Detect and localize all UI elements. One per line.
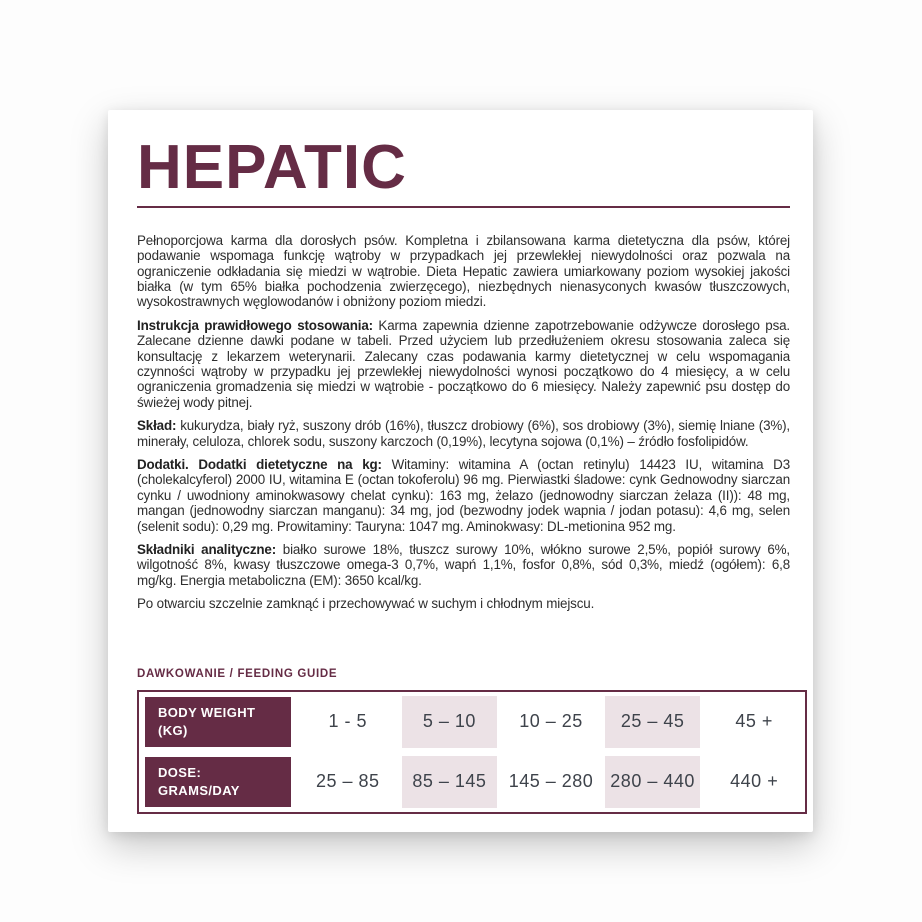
- dose-header-cell: [139, 752, 297, 812]
- paragraph-composition-text: kukurydza, biały ryż, suszony drób (16%), tłuszcz drobiowy (6%), sos drobiowy (3%), siemię lniane (3%), minerały, celuloza, chlorek sodu, suszony karczoch (0,19%), lecytyna sojowa (0,1%) – źródło fosfolipidów.: [137, 418, 790, 449]
- feeding-guide-heading: DAWKOWANIE / FEEDING GUIDE: [137, 667, 338, 680]
- weight-range-cell: [399, 692, 501, 752]
- weight-range-45-plus: 45 +: [735, 711, 773, 732]
- weight-range-5-10: 5 – 10: [402, 696, 498, 748]
- dose-range-cell: [602, 752, 704, 812]
- product-title: HEPATIC: [137, 133, 407, 202]
- dose-range-440-plus: 440 +: [730, 771, 779, 792]
- dose-header-block: [145, 757, 291, 807]
- weight-range-10-25: 10 – 25: [519, 711, 583, 732]
- paragraph-additives: [137, 457, 790, 534]
- body-weight-header-line1: BODY WEIGHT: [158, 705, 256, 721]
- dose-range-280-440: 280 – 440: [605, 756, 701, 808]
- product-description-block: [137, 233, 790, 612]
- paragraph-composition: [137, 418, 790, 449]
- paragraph-analytical-constituents: [137, 542, 790, 588]
- paragraph-additives-text: Witaminy: witamina A (octan retinylu) 14423 IU, witamina D3 (cholekalcyferol) 2000 IU, witamina E (octan tokoferolu) 96 mg. Pierwiastki śladowe: cynk Gednowodny siarczan cynku / uwodniony aminokwasowy chelat cynku): 163 mg, żelazo (jednowodny siarczan żelaza (II)): 48 mg, mangan (jednowodny siarczan manganu): 34 mg, jod (bezwodny jodek wapnia / jodan potasu): 4,6 mg, selen (selenit sodu): 0,29 mg. Prowitaminy: Tauryna: 1047 mg. Aminokwasy: DL-metionina 952 mg.: [137, 457, 790, 534]
- body-weight-header-cell: [139, 692, 297, 752]
- paragraph-usage-lead: Instrukcja prawidłowego stosowania:: [137, 317, 373, 333]
- feeding-guide-table: [137, 690, 807, 814]
- weight-range-25-45: 25 – 45: [605, 696, 701, 748]
- dose-range-cell: [399, 752, 501, 812]
- paragraph-usage-text: Karma zapewnia dzienne zapotrzebowanie odżywcze dorosłego psa. Zalecane dzienne dawki podane w tabeli. Przed użyciem lub przedłużeniem okresu stosowania zaleca się konsultację z lekarzem weterynarii. Zalecany czas podawania karmy dietetycznej w celu wspomagania czynności wątroby w przypadku jej przewlekłej niewydolności wynosi początkowo do 4 miesięcy, a w celu ograniczenia gromadzenia się miedzi w wątrobie - początkowo do 6 miesięcy. Należy zapewnić psu dostęp do świeżej wody pitnej.: [137, 317, 790, 410]
- dose-range-25-85: 25 – 85: [316, 771, 380, 792]
- weight-range-cell: [297, 692, 399, 752]
- dose-header-line1: DOSE:: [158, 765, 202, 781]
- dose-header-line2: GRAMS/DAY: [158, 782, 240, 798]
- paragraph-analytical-text: białko surowe 18%, tłuszcz surowy 10%, włókno surowe 2,5%, popiół surowy 6%, wilgotność 8%, kwasy tłuszczowe omega-3 0,7%, wapń 1,1%, fosfor 0,8%, sód 0,3%, miedź (ogółem): 6,8 mg/kg. Energia metaboliczna (EM): 3650 kcal/kg.: [137, 542, 790, 588]
- dose-range-cell: [297, 752, 399, 812]
- body-weight-header-block: [145, 697, 291, 747]
- dose-range-85-145: 85 – 145: [402, 756, 498, 808]
- dose-range-145-280: 145 – 280: [508, 771, 594, 792]
- weight-range-cell: [602, 692, 704, 752]
- paragraph-analytical-lead: Składniki analityczne:: [137, 542, 277, 558]
- weight-range-cell: [500, 692, 602, 752]
- paragraph-storage-text: Po otwarciu szczelnie zamknąć i przechowywać w suchym i chłodnym miejscu.: [137, 596, 595, 612]
- weight-range-cell: [703, 692, 805, 752]
- paragraph-additives-lead: Dodatki. Dodatki dietetyczne na kg:: [137, 457, 382, 473]
- body-weight-header-line2: (KG): [158, 722, 188, 738]
- dose-range-cell: [500, 752, 602, 812]
- paragraph-description: [137, 233, 790, 310]
- paragraph-storage-note: [137, 596, 790, 611]
- paragraph-composition-lead: Skład:: [137, 418, 177, 434]
- paragraph-usage-instructions: [137, 318, 790, 410]
- weight-range-1-5: 1 - 5: [328, 711, 368, 732]
- title-divider: [137, 206, 790, 208]
- paragraph-description-text: Pełnoporcjowa karma dla dorosłych psów. Kompletna i zbilansowana karma dietetyczna dla psów, której podawanie wspomaga funkcję wątroby w przypadkach jej przewlekłej niewydolności oraz pozwala na ograniczenie odkładania się miedzi w wątrobie. Dieta Hepatic zawiera umiarkowany poziom wysokiej jakości białka (w tym 65% białka pochodzenia zwierzęcego), niezbędnych nienasyconych kwasów tłuszczowych, wysokostrawnych węglowodanów i obniżony poziom miedzi.: [137, 232, 790, 310]
- dose-range-cell: [703, 752, 805, 812]
- product-info-card: [108, 110, 813, 832]
